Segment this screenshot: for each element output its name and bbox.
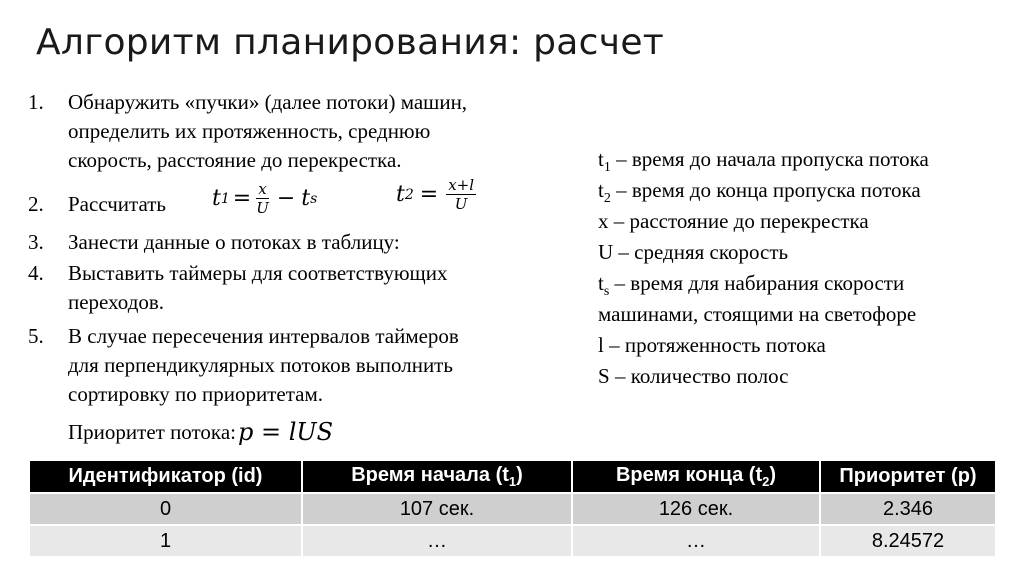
fraction [256,180,269,217]
legend-item: машинами, стоящими на светофоре [598,302,917,326]
fraction-numerator: x+l [448,176,475,194]
cell-priority: 2.346 [820,493,996,525]
step-line: В случае пересечения интервалов таймеров [68,324,459,348]
step-text [68,190,166,219]
variable-legend [598,144,929,392]
step-line: сортировку по приоритетам. [68,382,324,406]
step-number: 5. [28,324,44,348]
fraction-numerator: x [258,180,267,198]
fraction-denominator: U [454,195,468,213]
step-line: Рассчитать [68,192,166,216]
step-text [68,228,400,257]
table-header-row [30,461,996,493]
step-number: 1. [28,90,44,114]
slide-title: Алгоритм планирования: расчет [36,22,665,63]
legend-item: U – средняя скорость [598,240,789,264]
step-line: Обнаружить «пучки» (далее потоки) машин, [68,90,468,114]
cell-end-time: 126 сек. [572,493,820,525]
step-line: переходов. [68,290,165,314]
step-number: 4. [28,261,44,285]
formula-subscript: 2 [404,186,414,203]
table-row [30,493,996,525]
table-row [30,525,996,556]
cell-start-time: 107 сек. [302,493,572,525]
cell-priority: 8.24572 [820,525,996,556]
legend-item: l – протяженность потока [598,333,826,357]
step-line: определить их протяженность, среднюю [68,119,431,143]
flows-table [30,461,997,556]
step-number: 2. [28,192,44,216]
header-end-time: Время конца $(t_2)$ [572,461,820,493]
cell-end-time: … [572,525,820,556]
header-priority: Приоритет (p) [820,461,996,493]
legend-item: S – количество полос [598,364,789,388]
legend-item: x – расстояние до перекрестка [598,209,869,233]
legend-item: $t_s$ – время для набирания скорости [598,271,905,300]
formula-symbol: t [301,186,311,211]
legend-item: $t_2$ – время до конца пропуска потока [598,178,921,207]
formula-equals: = [419,182,439,207]
formula-minus: − [276,186,296,211]
step-number: 3. [28,230,44,254]
step-text [68,322,459,409]
formula-subscript: s [310,190,318,207]
step-text [68,259,447,317]
fraction [446,176,476,213]
formula-t1 [212,180,317,217]
formula-subscript: 1 [220,190,230,207]
priority-line [68,418,333,447]
cell-id: 1 [30,525,302,556]
priority-formula: p = lUS [237,418,334,446]
legend-item: $t_1$ – время до начала пропуска потока [598,147,929,176]
cell-start-time: … [302,525,572,556]
step-line: Выставить таймеры для соответствующих [68,261,448,285]
step-line: для перпендикулярных потоков выполнить [68,353,453,377]
formula-equals: = [232,186,252,211]
cell-id: 0 [30,493,302,525]
formula-symbol: t [212,186,221,211]
priority-label: Приоритет потока: [68,420,236,444]
formula-t2 [396,176,478,213]
formula-symbol: t [396,182,405,207]
step-line: скорость, расстояние до перекрестка. [68,148,402,172]
step-text [68,88,467,175]
step-line: Занести данные о потоках в таблицу: [68,230,400,254]
header-id: Идентификатор (id) [30,461,302,493]
header-start-time: Время начала $(t_1)$ [302,461,572,493]
fraction-denominator: U [256,199,269,217]
